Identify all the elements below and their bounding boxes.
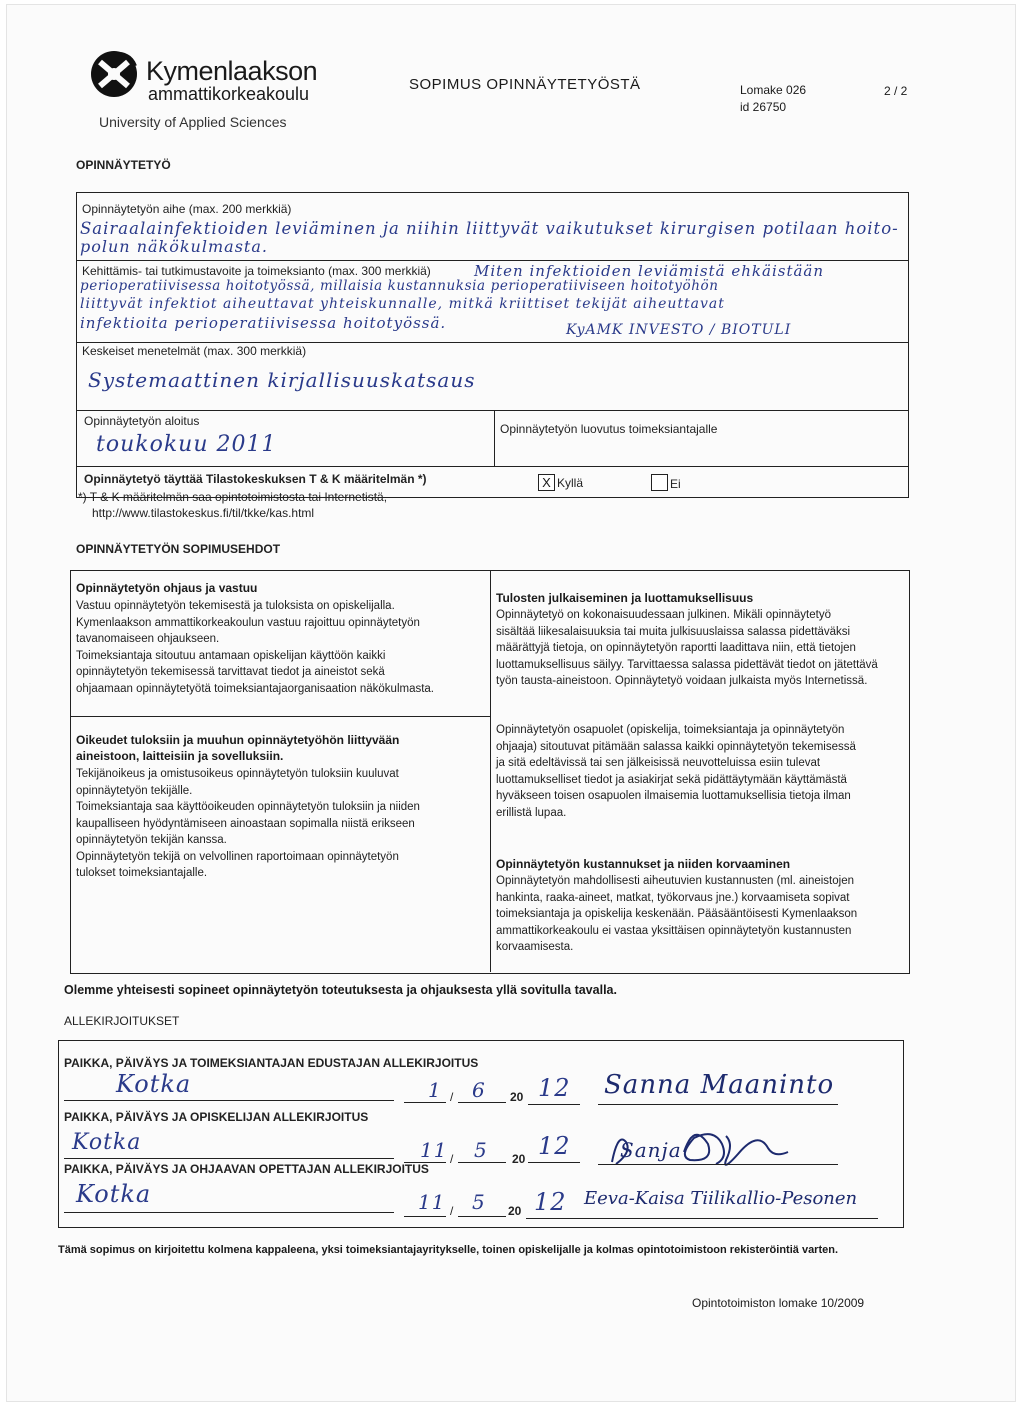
- terms-section-title: OPINNÄYTETYÖN SOPIMUSEHDOT: [76, 542, 281, 556]
- commissioner-signature-label: PAIKKA, PÄIVÄYS JA TOIMEKSIANTAJAN EDUSTAJAN ALLEKIRJOITUS: [64, 1056, 479, 1070]
- text-line: Kymenlaakson ammattikorkeakoulun vastuu rajoittuu opinnäytetyön: [76, 616, 420, 629]
- date-slash: /: [450, 1090, 454, 1104]
- divider: [76, 260, 908, 261]
- costs-title: Opinnäytetyön kustannukset ja niiden korvaaminen: [496, 857, 791, 871]
- start-label: Opinnäytetyön aloitus: [84, 414, 200, 428]
- development-goal-line2: perioperatiivisessa hoitotyössä, millaisia kustannuksia perioperatiiviseen hoitotyöhön: [80, 278, 719, 294]
- text-line: tavanomaiseen ohjaukseen.: [76, 633, 220, 645]
- text-line: Tekijänoikeus ja omistusoikeus opinnäytetyön tuloksiin kuuluvat: [76, 768, 399, 780]
- text-line: ja sitä edeltävissä tai sen jälkeisissä neuvotteluissa esiin tulevat: [496, 757, 821, 769]
- supervisor-day[interactable]: 11: [418, 1190, 446, 1214]
- month-line: [458, 1216, 506, 1217]
- start-value: toukokuu 2011: [96, 432, 277, 457]
- thesis-section-title: OPINNÄYTETYÖ: [76, 158, 171, 172]
- form-number: Lomake 026: [740, 83, 807, 97]
- text-line: toimeksiantaja ja opiskelija keskenään. Pääsääntöisesti Kymenlaakson: [496, 908, 858, 920]
- development-goal-line3: liittyvät infektiot aiheuttavat yhteiskunnalle, mitkä kriittiset tekijät aiheuttavat: [80, 296, 725, 312]
- org-name: Kymenlaakson: [146, 56, 318, 86]
- logo-emblem-icon: [88, 48, 140, 100]
- text-line: luottamukselliset tiedot ja asiakirjat sekä pidättäytymään käyttämästä: [496, 773, 847, 786]
- page-number: 2 / 2: [884, 84, 908, 98]
- signature-line: [598, 1164, 838, 1165]
- place-line: [64, 1212, 394, 1213]
- text-line: Toimeksiantaja saa käyttöoikeuden opinnäytetyön tuloksiin ja niiden: [76, 801, 420, 813]
- divider: [76, 410, 908, 411]
- signature-line: [598, 1104, 838, 1105]
- development-goal-line4: infektioita perioperatiivisessa hoitotyössä.: [80, 314, 447, 332]
- text-line: ammattikorkeakoulu ei vastaa yksittäisen opinnäytetyön kustannusten: [496, 924, 852, 937]
- rights-title-line1: Oikeudet tuloksiin ja muuhun opinnäytetyöhön liittyvään: [76, 733, 400, 747]
- year-line: [526, 1218, 578, 1219]
- methods-value: Systemaattinen kirjallisuuskatsaus: [88, 368, 476, 392]
- text-line: ohjaaja) sitoutuvat pitämään salassa kaikki opinnäytetyön tekemisessä: [496, 740, 856, 753]
- text-line: Opinnäytetyön tekijä on velvollinen raportoimaan opinnäytetyön: [76, 850, 399, 863]
- text-line: Opinnäytetyö on kokonaisuudessaan julkinen. Mikäli opinnäytetyö: [496, 609, 831, 621]
- costs-text: [496, 873, 901, 956]
- date-slash: /: [450, 1204, 454, 1218]
- text-line: työn tausta-aineistoon. Opinnäytetyö voidaan julkaista myös Internetissä.: [496, 675, 868, 687]
- text-line: erillistä lupaa.: [496, 806, 567, 819]
- supervisor-year[interactable]: 12: [534, 1188, 567, 1216]
- text-line: kaupalliseen hyödyntämiseen ainoastaan sopimalla niistä erikseen: [76, 817, 415, 830]
- guidance-text: [76, 598, 481, 697]
- org-english-name: University of Applied Sciences: [99, 114, 287, 130]
- commissioner-value: KyAMK INVESTO / BIOTULI: [566, 322, 792, 338]
- handover-label: Opinnäytetyön luovutus toimeksiantajalle: [500, 422, 718, 436]
- supervisor-signature-label: PAIKKA, PÄIVÄYS JA OHJAAVAN OPETTAJAN ALLEKIRJOITUS: [64, 1162, 429, 1176]
- signature-line: [578, 1218, 878, 1219]
- place-line: [64, 1100, 394, 1101]
- confidentiality-text: [496, 722, 901, 821]
- text-line: opinnäytetyön tekijän kanssa.: [76, 834, 227, 846]
- no-checkbox[interactable]: [651, 474, 668, 491]
- commissioner-year[interactable]: 12: [538, 1074, 571, 1102]
- footnote-link[interactable]: http://www.tilastokeskus.fi/til/tkke/kas.html: [92, 506, 315, 520]
- divider: [70, 716, 490, 717]
- text-line: hankinta, raaka-aineet, matkat, työkorvaus jne.) korvaamiseta sopivat: [496, 891, 850, 904]
- divider: [490, 570, 491, 972]
- yes-checkbox[interactable]: X: [538, 474, 555, 491]
- year-line: [528, 1162, 580, 1163]
- student-day[interactable]: 11: [420, 1138, 448, 1162]
- text-line: ohjaamaan opinnäytetyötä toimeksiantajaorganisaation näkökulmasta.: [76, 682, 435, 695]
- form-id: id 26750: [740, 100, 787, 114]
- text-line: Toimeksiantaja sitoutuu antamaan opiskelijan käyttöön kaikki: [76, 649, 386, 662]
- publication-title: Tulosten julkaiseminen ja luottamuksellisuus: [496, 591, 754, 605]
- rights-title-line2: aineistoon, laitteisiin ja sovelluksiin.: [76, 749, 284, 763]
- publication-text: [496, 607, 901, 690]
- stats-definition-label: Opinnäytetyö täyttää Tilastokeskuksen T & K määritelmän *): [84, 472, 427, 486]
- text-line: opinnäytetyön tekemisessä tarvittavat tiedot ja aineistot sekä: [76, 666, 385, 678]
- text-line: korvaamisesta.: [496, 941, 574, 953]
- year-prefix: 20: [508, 1204, 522, 1218]
- agreement-statement: Olemme yhteisesti sopineet opinnäytetyön toteutuksesta ja ohjauksesta yllä sovitulla tavalla.: [64, 983, 617, 997]
- topic-value-line1: Sairaalainfektioiden leviäminen ja niihin liittyvät vaikutukset kirurgisen potilaan hoito-: [80, 219, 899, 238]
- form-reference: Opintotoimiston lomake 10/2009: [692, 1296, 865, 1310]
- yes-label: Kyllä: [557, 476, 584, 490]
- commissioner-day[interactable]: 1: [428, 1078, 442, 1102]
- signatures-section-title: ALLEKIRJOITUKSET: [64, 1014, 180, 1028]
- year-line: [528, 1104, 580, 1105]
- date-slash: /: [450, 1152, 454, 1166]
- topic-value-line2: polun näkökulmasta.: [80, 237, 268, 256]
- text-line: Vastuu opinnäytetyön tekemisestä ja tuloksista on opiskelijalla.: [76, 600, 395, 612]
- commissioner-signature[interactable]: Sanna Maaninto: [604, 1070, 835, 1100]
- student-year[interactable]: 12: [538, 1132, 571, 1160]
- student-month[interactable]: 5: [474, 1138, 488, 1162]
- topic-label: Opinnäytetyön aihe (max. 200 merkkiä): [82, 202, 292, 216]
- divider: [76, 342, 908, 343]
- development-goal-line1: Miten infektioiden leviämistä ehkäistään: [474, 262, 825, 280]
- text-line: määrättyjä tietoja, on opinnäytetyön raportti laadittava niin, että tietojen: [496, 642, 856, 654]
- supervisor-place[interactable]: Kotka: [76, 1180, 152, 1208]
- guidance-title: Opinnäytetyön ohjaus ja vastuu: [76, 581, 258, 595]
- text-line: sisältää liikesalaisuuksia tai muita julkisuuslaissa salassa pidettäväksi: [496, 625, 851, 638]
- text-line: Opinnäytetyön osapuolet (opiskelija, toimeksiantaja ja opinnäytetyön: [496, 724, 845, 736]
- month-line: [458, 1162, 506, 1163]
- student-signature[interactable]: Sanja: [620, 1138, 682, 1162]
- commissioner-place[interactable]: Kotka: [116, 1070, 192, 1098]
- footnote-line1: *) T & K määritelmän saa opintotoimistosta tai Internetistä,: [78, 490, 388, 504]
- divider: [494, 410, 495, 466]
- student-place[interactable]: Kotka: [72, 1130, 142, 1155]
- text-line: hyväkseen toisen osapuolen ilmaisemia luottamuksellisia tietoja ilman: [496, 790, 851, 802]
- day-line: [404, 1102, 446, 1103]
- divider: [76, 466, 908, 467]
- text-line: luottamuksellisuus säilyy. Tarvittaessa salassa pidettävät tiedot on jätettävä: [496, 658, 878, 671]
- supervisor-signature[interactable]: Eeva-Kaisa Tiilikallio-Pesonen: [584, 1188, 858, 1209]
- methods-label: Keskeiset menetelmät (max. 300 merkkiä): [82, 344, 307, 358]
- org-subtitle: ammattikorkeakoulu: [148, 84, 310, 104]
- month-line: [458, 1102, 506, 1103]
- year-prefix: 20: [510, 1090, 524, 1104]
- text-line: Opinnäytetyön mahdollisesti aiheutuvien kustannusten (ml. aineistojen: [496, 875, 854, 887]
- development-goal-label: Kehittämis- tai tutkimustavoite ja toimeksianto (max. 300 merkkiä): [82, 264, 431, 278]
- text-line: opinnäytetyön tekijälle.: [76, 784, 193, 797]
- document-title: SOPIMUS OPINNÄYTETYÖSTÄ: [409, 76, 641, 93]
- form-page: [6, 4, 1016, 1402]
- rights-text: [76, 766, 481, 882]
- copies-note: Tämä sopimus on kirjoitettu kolmena kappaleena, yksi toimeksiantajayritykselle, toinen opiskelijalle ja kolmas opintotoimistoon rekisteröintiä varten.: [58, 1244, 839, 1256]
- university-logo: [88, 48, 140, 100]
- commissioner-month[interactable]: 6: [472, 1078, 486, 1102]
- place-line: [64, 1158, 394, 1159]
- text-line: tulokset toimeksiantajalle.: [76, 867, 208, 879]
- supervisor-month[interactable]: 5: [472, 1190, 486, 1214]
- day-line: [404, 1216, 446, 1217]
- no-label: Ei: [670, 477, 681, 491]
- year-prefix: 20: [512, 1152, 526, 1166]
- student-signature-label: PAIKKA, PÄIVÄYS JA OPISKELIJAN ALLEKIRJOITUS: [64, 1110, 369, 1124]
